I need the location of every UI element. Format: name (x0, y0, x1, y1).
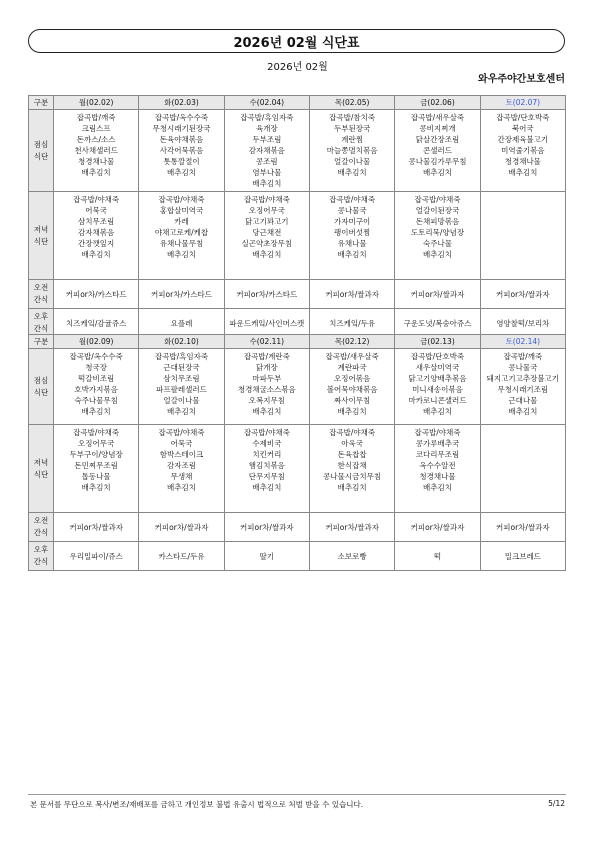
menu-item: 청경채나물 (419, 472, 456, 481)
menu-item: 잡곡밥/단호박죽 (410, 352, 465, 361)
menu-item: 배추김치 (252, 407, 282, 416)
menu-item: 닭고기꽈고기 (245, 217, 289, 226)
day-header: 목(02.12) (309, 335, 394, 349)
day-header: 수(02.04) (224, 96, 309, 110)
pm-snack-cell: 우리밀파이/쥬스 (54, 542, 139, 571)
dinner-menu-cell (309, 425, 394, 513)
menu-item: 배추김치 (337, 168, 367, 177)
lunch-menu-cell (224, 349, 309, 425)
am-snack-cell: 커피or차/카스타드 (139, 280, 224, 309)
lunch-menu-cell (309, 349, 394, 425)
pm-snack-cell: 구운도넛/복숭아쥬스 (395, 309, 480, 338)
am-snack-cell: 커피or차/쌀과자 (395, 280, 480, 309)
menu-item: 톱동나물 (81, 472, 111, 481)
menu-item: 볼어묵야채볶음 (326, 385, 378, 394)
row-label-line: 오전 (33, 516, 49, 525)
menu-item: 닭개장 (255, 363, 278, 372)
row-label-line: 식단 (33, 469, 49, 479)
menu-item: 당근채전 (252, 228, 282, 237)
menu-item: 잡곡밥/깨죽 (503, 352, 543, 361)
day-header: 금(02.13) (395, 335, 480, 349)
menu-item: 얼갈이나물 (163, 396, 200, 405)
menu-item: 두부조림 (252, 135, 282, 144)
day-header: 토(02.14) (480, 335, 565, 349)
pm-row-label (29, 542, 54, 571)
menu-item: 미역줄기볶음 (501, 146, 545, 155)
menu-item: 팽이버섯찜 (334, 228, 371, 237)
menu-item: 배추김치 (252, 250, 282, 259)
menu-item: 배추김치 (167, 250, 196, 259)
weekly-menu-table (28, 95, 566, 338)
row-label-line: 간식 (33, 295, 49, 304)
am-snack-cell: 커피or차/카스타드 (54, 280, 139, 309)
menu-item: 잡곡밥/깨죽 (76, 113, 116, 122)
organization-name: 와우주야간보호센터 (478, 74, 565, 85)
lunch-row-label (29, 349, 54, 425)
menu-item: 배추김치 (337, 250, 367, 259)
menu-item: 배추김치 (252, 179, 282, 188)
menu-item: 돈채피망볶음 (415, 217, 460, 226)
dinner-row-label (29, 192, 54, 280)
menu-item: 배추김치 (422, 483, 452, 492)
menu-item: 콩가루배추국 (415, 439, 460, 448)
menu-item: 파프팔레샐러드 (156, 385, 207, 394)
menu-item: 오징어무국 (78, 439, 115, 448)
lunch-menu-cell (480, 349, 565, 425)
menu-item: 유채나물 (337, 239, 367, 248)
menu-item: 수제비국 (252, 439, 282, 448)
menu-item: 숙주나물무침 (74, 396, 118, 405)
am-snack-cell: 커피or차/쌀과자 (480, 513, 565, 542)
menu-item: 홍합살미역국 (159, 206, 204, 215)
pm-snack-cell: 밀크브레드 (480, 542, 565, 571)
menu-item: 감자채볶음 (78, 228, 115, 237)
menu-item: 배추김치 (81, 407, 111, 416)
menu-item: 청경채나물 (78, 157, 115, 166)
menu-item: 배추김치 (508, 407, 538, 416)
row-label-line: 식단 (33, 151, 49, 161)
menu-item: 배추김치 (422, 407, 452, 416)
am-snack-cell: 커피or차/쌀과자 (224, 513, 309, 542)
row-label-line: 식단 (33, 236, 49, 246)
menu-item: 무생채 (170, 472, 193, 481)
menu-item: 잡곡밥/야채죽 (414, 195, 461, 204)
menu-item: 어묵국 (170, 439, 193, 448)
menu-item: 단무지무침 (248, 472, 285, 481)
am-snack-cell: 커피or차/쌀과자 (309, 280, 394, 309)
header-label: 구분 (29, 96, 54, 110)
am-snack-cell: 커피or차/쌀과자 (395, 513, 480, 542)
menu-item: 미니새송이볶음 (412, 385, 463, 394)
menu-item: 닭고기양배추볶음 (408, 374, 467, 383)
menu-item: 잡곡밥/참치죽 (329, 113, 376, 122)
menu-item: 청경채나물 (504, 157, 541, 166)
menu-item: 배추김치 (167, 407, 196, 416)
weekly-menu-table (28, 334, 566, 571)
menu-item: 배추김치 (81, 168, 111, 177)
lunch-menu-cell (309, 110, 394, 192)
lunch-menu-cell (139, 349, 224, 425)
menu-item: 감자조림 (167, 461, 196, 470)
am-snack-cell: 커피or차/쌀과자 (54, 513, 139, 542)
menu-item: 잡곡밥/야채죽 (158, 428, 205, 437)
am-row-label (29, 280, 54, 309)
footer-divider (28, 794, 566, 795)
menu-item: 천사채샐러드 (74, 146, 118, 155)
row-label-line: 간식 (33, 557, 49, 566)
menu-item: 짜사이무침 (334, 396, 371, 405)
menu-item: 잡곡밥/새우살죽 (410, 113, 465, 122)
menu-item: 호박가지볶음 (74, 385, 118, 394)
menu-item: 잡곡밥/옥수수죽 (154, 113, 209, 122)
menu-item: 마파두부 (252, 374, 282, 383)
pm-snack-cell: 영양찰떡/보리차 (480, 309, 565, 338)
am-snack-cell: 커피or차/쌀과자 (309, 513, 394, 542)
menu-item: 얼갈이나물 (334, 157, 371, 166)
menu-item: 계란찜 (341, 135, 364, 144)
menu-item: 두부된장국 (334, 124, 371, 133)
menu-item: 도토리묵/양념장 (410, 228, 465, 237)
menu-item: 얼갈이된장국 (415, 206, 460, 215)
menu-item: 코다리무조림 (415, 450, 460, 459)
menu-item: 무청시래기된장국 (152, 124, 211, 133)
menu-item: 육개장 (255, 124, 278, 133)
menu-item: 닭살간장조림 (415, 135, 460, 144)
menu-item: 돈육야채볶음 (159, 135, 204, 144)
menu-item: 어묵국 (85, 206, 108, 215)
menu-item: 사각어묵볶음 (159, 146, 204, 155)
menu-item: 잡곡밥/야채죽 (158, 195, 205, 204)
day-header: 금(02.06) (395, 96, 480, 110)
menu-item: 염부나물 (252, 168, 282, 177)
lunch-menu-cell (54, 110, 139, 192)
menu-item: 근대된장국 (163, 363, 200, 372)
lunch-menu-cell (139, 110, 224, 192)
menu-item: 잡곡밥/야채죽 (414, 428, 461, 437)
footer-notice: 본 문서를 무단으로 복사/변조/재배포를 금하고 개인정보 불법 유출시 법적으로 처벌 받을 수 있습니다. (30, 800, 364, 809)
lunch-menu-cell (395, 349, 480, 425)
menu-item: 배추김치 (252, 483, 282, 492)
menu-item: 새우살미역국 (415, 363, 460, 372)
page-number: 5/12 (548, 799, 565, 808)
dinner-menu-cell (139, 192, 224, 280)
day-header: 월(02.09) (54, 335, 139, 349)
menu-item: 간장깻잎지 (78, 239, 115, 248)
menu-item: 카레 (174, 217, 189, 226)
menu-item: 잡곡밥/옥수수죽 (69, 352, 123, 361)
dinner-menu-cell (54, 425, 139, 513)
menu-item: 야채고로케/케찹 (154, 228, 209, 237)
menu-item: 배추김치 (422, 250, 452, 259)
day-header: 목(02.05) (309, 96, 394, 110)
menu-item: 배추김치 (167, 168, 196, 177)
lunch-menu-cell (224, 110, 309, 192)
am-snack-cell: 커피or차/쌀과자 (480, 280, 565, 309)
dinner-menu-cell (395, 192, 480, 280)
menu-item: 오복지무침 (248, 396, 285, 405)
page-title: 2026년 02월 식단표 (233, 35, 360, 51)
day-header: 화(02.03) (139, 96, 224, 110)
row-label-line: 점심 (33, 375, 49, 385)
menu-item: 두부구이/양념장 (69, 450, 123, 459)
dinner-menu-cell (224, 192, 309, 280)
menu-item: 배추김치 (337, 407, 367, 416)
dinner-menu-cell (395, 425, 480, 513)
row-label-line: 저녁 (33, 457, 49, 467)
menu-item: 청경채굴소스볶음 (237, 385, 296, 394)
dinner-menu-cell (480, 192, 565, 280)
row-label-line: 간식 (33, 324, 49, 333)
dinner-row-label (29, 425, 54, 513)
menu-item: 배추김치 (167, 483, 196, 492)
menu-item: 마늘쫑멸치볶음 (326, 146, 378, 155)
menu-item: 실곤약초장무침 (241, 239, 293, 248)
dinner-menu-cell (139, 425, 224, 513)
menu-item: 간장제육불고기 (497, 135, 549, 144)
menu-item: 잡곡밥/야채죽 (243, 428, 290, 437)
menu-item: 잡곡밥/새우살죽 (325, 352, 379, 361)
menu-item: 마카로니콘샐러드 (408, 396, 467, 405)
menu-item: 잡곡밥/계란죽 (243, 352, 290, 361)
menu-item: 옥수수알전 (419, 461, 456, 470)
menu-item: 배추김치 (422, 168, 452, 177)
day-header: 토(02.07) (480, 96, 565, 110)
menu-item: 가자미구이 (334, 217, 371, 226)
dinner-menu-cell (480, 425, 565, 513)
menu-item: 잡곡밥/단호박죽 (496, 113, 550, 122)
menu-item: 톳통깔절이 (163, 157, 200, 166)
row-label-line: 간식 (33, 528, 49, 537)
pm-snack-cell: 떡 (395, 542, 480, 571)
pm-snack-cell: 카스타드/두유 (139, 542, 224, 571)
menu-item: 잡곡밥/야채죽 (329, 428, 376, 437)
menu-item: 배추김치 (508, 168, 538, 177)
row-label-line: 오후 (33, 312, 49, 321)
menu-item: 치킨커리 (252, 450, 282, 459)
menu-item: 감자채볶음 (248, 146, 285, 155)
dinner-menu-cell (54, 192, 139, 280)
menu-item: 돈까스/소스 (76, 135, 116, 144)
menu-item: 배추김치 (337, 483, 367, 492)
menu-item: 콩비지찌개 (419, 124, 456, 133)
am-row-label (29, 513, 54, 542)
menu-item: 콩조림 (255, 157, 278, 166)
pm-snack-cell: 치즈케잌/감귤쥬스 (54, 309, 139, 338)
lunch-menu-cell (395, 110, 480, 192)
dinner-menu-cell (224, 425, 309, 513)
menu-item: 돈민찌무조림 (74, 461, 118, 470)
pm-snack-cell: 치즈케잌/두유 (309, 309, 394, 338)
menu-item: 아욱국 (341, 439, 364, 448)
menu-item: 북어국 (511, 124, 534, 133)
page-title-box (28, 29, 565, 53)
pm-snack-cell: 소보로빵 (309, 542, 394, 571)
menu-item: 삼치무조림 (163, 374, 200, 383)
menu-item: 잡곡밥/야채죽 (73, 428, 120, 437)
lunch-menu-cell (480, 110, 565, 192)
menu-item: 크림스프 (81, 124, 111, 133)
menu-item: 떡갈비조림 (78, 374, 115, 383)
menu-item: 삼치무조림 (78, 217, 115, 226)
menu-item: 숙주나물 (422, 239, 452, 248)
period-subtitle: 2026년 02월 (267, 62, 328, 73)
menu-item: 콩나물국 (337, 206, 367, 215)
day-header: 수(02.11) (224, 335, 309, 349)
row-label-line: 오후 (33, 545, 49, 554)
row-label-line: 오전 (33, 283, 49, 292)
day-header: 화(02.10) (139, 335, 224, 349)
menu-item: 오징어무국 (248, 206, 285, 215)
menu-item: 돈육찹찹 (337, 450, 367, 459)
menu-item: 한식잡채 (337, 461, 367, 470)
menu-item: 함박스테이크 (159, 450, 204, 459)
lunch-menu-cell (54, 349, 139, 425)
menu-item: 배추김치 (81, 483, 111, 492)
menu-item: 배추김치 (81, 250, 111, 259)
menu-item: 잡곡밥/야채죽 (243, 195, 290, 204)
menu-item: 콩나물국 (508, 363, 538, 372)
pm-snack-cell: 딸기 (224, 542, 309, 571)
day-header: 월(02.02) (54, 96, 139, 110)
menu-item: 무청시래기조림 (497, 385, 549, 394)
menu-item: 콩나물김가루무침 (408, 157, 467, 166)
menu-item: 청국장 (85, 363, 108, 372)
lunch-row-label (29, 110, 54, 192)
menu-item: 계란파국 (337, 363, 367, 372)
pm-snack-cell: 파운드케잌/사인머스캣 (224, 309, 309, 338)
menu-item: 잡곡밥/야채죽 (73, 195, 120, 204)
dinner-menu-cell (309, 192, 394, 280)
menu-item: 잡곡밥/야채죽 (329, 195, 376, 204)
menu-item: 잡곡밥/흑임자죽 (240, 113, 294, 122)
header-label: 구분 (29, 335, 54, 349)
row-label-line: 식단 (33, 387, 49, 397)
menu-item: 콘샐러드 (422, 146, 452, 155)
menu-item: 근대나물 (508, 396, 538, 405)
menu-item: 오징어볶음 (334, 374, 371, 383)
row-label-line: 저녁 (33, 224, 49, 234)
menu-item: 잡곡밥/흑임자죽 (154, 352, 209, 361)
menu-item: 콩나물시금치무침 (323, 472, 382, 481)
menu-item: 유채나물무침 (159, 239, 204, 248)
row-label-line: 점심 (33, 139, 49, 149)
menu-item: 햄김치볶음 (248, 461, 285, 470)
pm-snack-cell: 요플레 (139, 309, 224, 338)
am-snack-cell: 커피or차/쌀과자 (139, 513, 224, 542)
menu-item: 돼지고기고추장불고기 (486, 374, 560, 383)
am-snack-cell: 커피or차/카스타드 (224, 280, 309, 309)
